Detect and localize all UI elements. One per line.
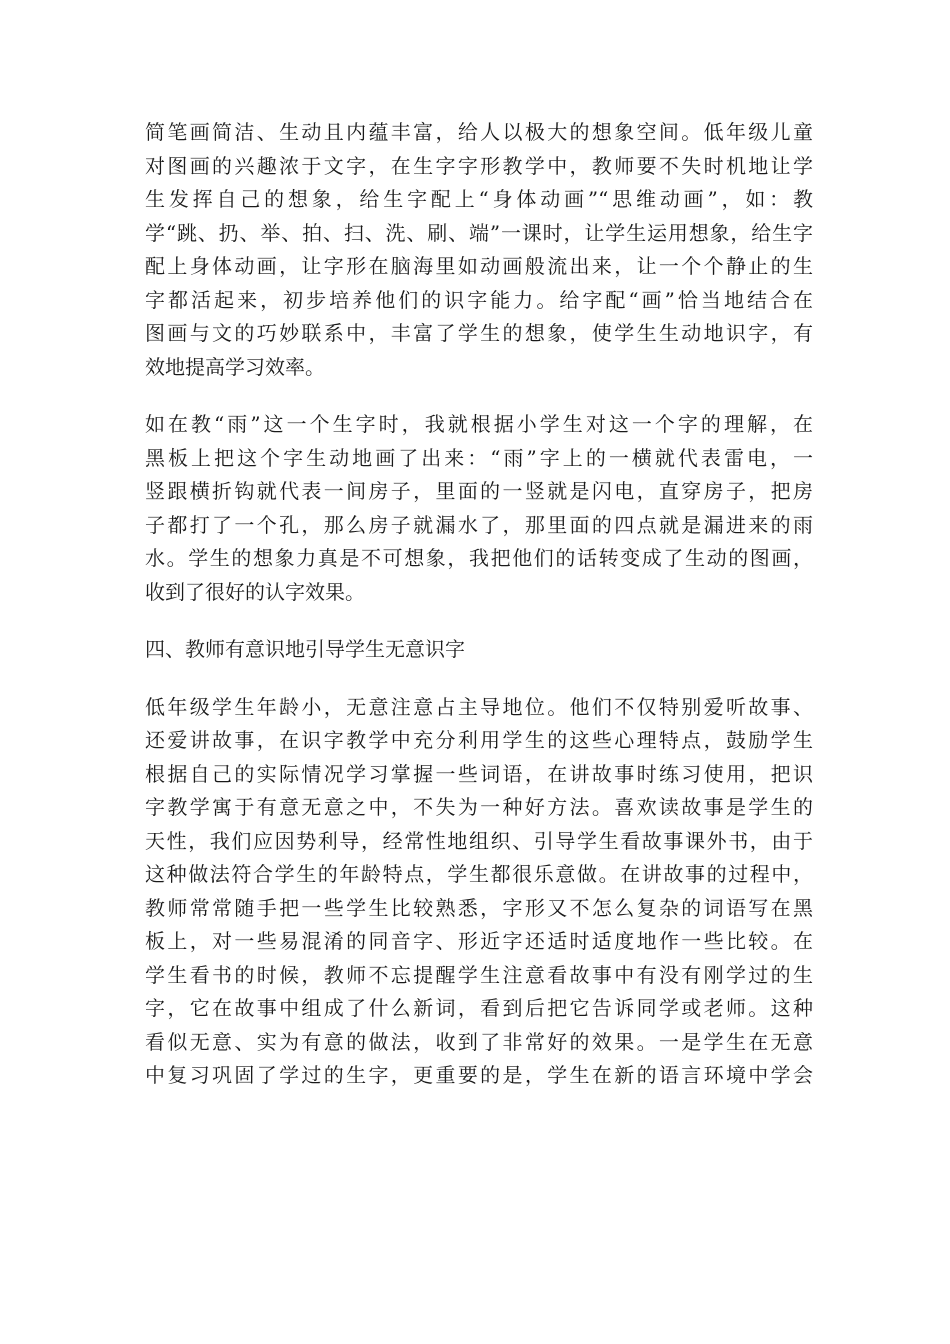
paragraph-rain-character-example	[145, 408, 813, 609]
text-line: 学“跳、扔、举、拍、扫、洗、刷、端”一课时，让学生运用想象，给生字	[145, 220, 813, 245]
text-line: 对图画的兴趣浓于文字，在生字字形教学中，教师要不失时机地让学	[145, 153, 813, 178]
text-line: 天性，我们应因势利导，经常性地组织、引导学生看故事课外书，由于	[145, 828, 813, 853]
section-heading	[145, 633, 813, 667]
text-line: 图画与文的巧妙联系中，丰富了学生的想象，使学生生动地识字，有	[145, 321, 813, 345]
text-line: 黑板上把这个字生动地画了出来：“雨”字上的一横就代表雷电，一	[145, 445, 813, 470]
document-body	[145, 116, 813, 1093]
text-line: 竖跟横折钩就代表一间房子，里面的一竖就是闪电，直穿房子，把房	[145, 479, 813, 503]
text-line: 水。学生的想象力真是不可想象，我把他们的话转变成了生动的图画，	[145, 546, 813, 570]
text-line: 字教学寓于有意无意之中，不失为一种好方法。喜欢读故事是学生的	[145, 795, 813, 819]
text-line: 这种做法符合学生的年龄特点，学生都很乐意做。在讲故事的过程中，	[145, 862, 813, 886]
paragraph-unintentional-literacy	[145, 691, 813, 1093]
text-line: 效地提高学习效率。	[145, 354, 325, 379]
text-line: 生发挥自己的想象，给生字配上“身体动画”“思维动画”，如：教	[145, 187, 813, 211]
text-line: 低年级学生年龄小，无意注意占主导地位。他们不仅特别爱听故事、	[145, 694, 813, 719]
text-line: 收到了很好的认字效果。	[145, 579, 365, 604]
text-line: 字，它在故事中组成了什么新词，看到后把它告诉同学或老师。这种	[145, 996, 813, 1020]
text-line: 字都活起来，初步培养他们的识字能力。给字配“画”恰当地结合在	[145, 287, 813, 312]
text-line: 根据自己的实际情况学习掌握一些词语，在讲故事时练习使用，把识	[145, 761, 813, 786]
paragraph-stick-figure-drawing	[145, 116, 813, 384]
text-line: 子都打了一个孔，那么房子就漏水了，那里面的四点就是漏进来的雨	[145, 512, 813, 537]
text-line: 还爱讲故事，在识字教学中充分利用学生的这些心理特点，鼓励学生	[145, 728, 813, 752]
text-line: 中复习巩固了学过的生字，更重要的是，学生在新的语言环境中学会	[145, 1063, 813, 1087]
text-line: 如在教“雨”这一个生字时，我就根据小学生对这一个字的理解，在	[145, 412, 813, 436]
text-line: 教师常常随手把一些学生比较熟悉，字形又不怎么复杂的词语写在黑	[145, 895, 813, 920]
text-line: 板上，对一些易混淆的同音字、形近字还适时适度地作一些比较。在	[145, 929, 813, 953]
heading-text: 四、教师有意识地引导学生无意识字	[145, 637, 465, 661]
text-line: 学生看书的时候，教师不忘提醒学生注意看故事中有没有刚学过的生	[145, 962, 813, 987]
text-line: 简笔画简洁、生动且内蕴丰富，给人以极大的想象空间。低年级儿童	[145, 120, 813, 144]
text-line: 配上身体动画，让字形在脑海里如动画般流出来，让一个个静止的生	[145, 254, 813, 278]
text-line: 看似无意、实为有意的做法，收到了非常好的效果。一是学生在无意	[145, 1029, 813, 1054]
